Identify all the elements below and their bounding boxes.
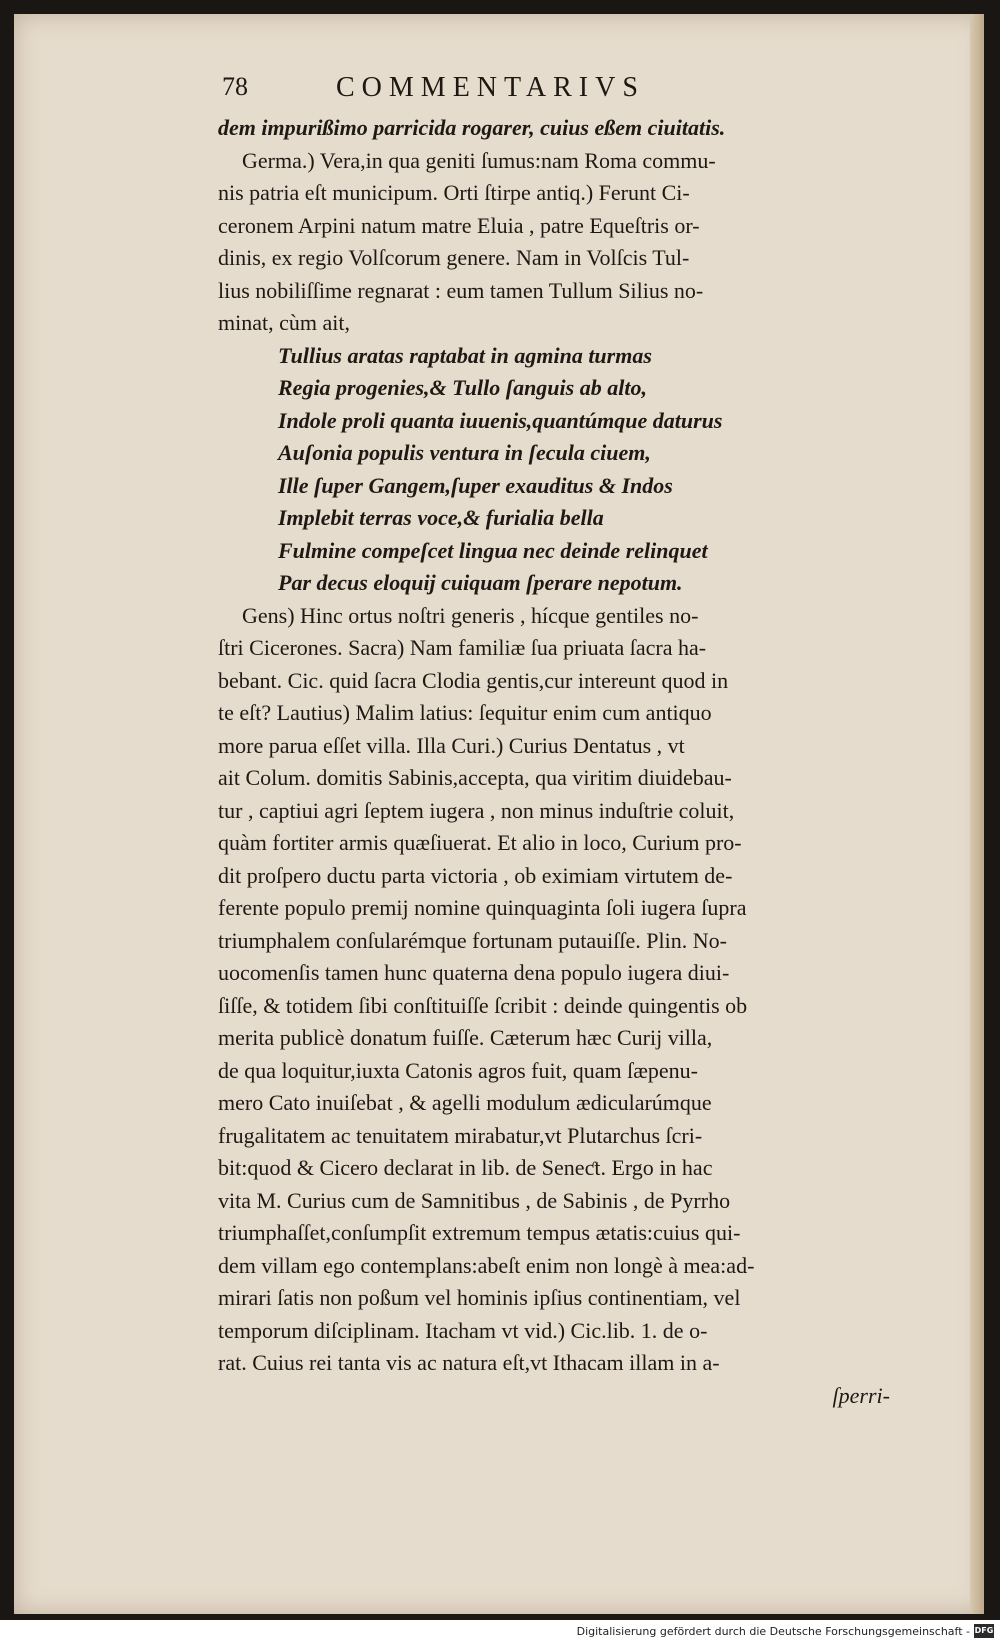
verse-line: Regia progenies,& Tullo ſanguis ab alto, [278, 375, 647, 400]
verse-line: Implebit terras voce,& furialia bella [278, 505, 604, 530]
text-line: more parua eſſet villa. Illa Curi.) Curius Dentatus , vt [218, 732, 685, 758]
text-line: merita publicè donatum fuiſſe. Cæterum hæc Curij villa, [218, 1025, 713, 1050]
text-line: dem impurißimo parricida rogarer, cuius eßem ciuitatis. [218, 115, 726, 140]
verse-line: Auſonia populis ventura in ſecula ciuem, [278, 440, 651, 465]
text-line: nis patria eſt municipum. Orti ſtirpe antiq.) Ferunt Ci- [218, 180, 690, 205]
text-line: triumphalem conſularémque fortunam putauiſſe. Plin. No- [218, 927, 727, 953]
text-line: bebant. Cic. quid ſacra Clodia gentis,cur intereunt quod in [218, 667, 729, 693]
text-line: dem villam ego contemplans:abeſt enim non longè à mea:ad- [218, 1252, 755, 1278]
verse-line: Indole proli quanta iuuenis,quantúmque daturus [278, 407, 723, 433]
text-line: tur , captiui agri ſeptem iugera , non minus induſtrie coluit, [218, 797, 735, 823]
text-line: mirari ſatis non poßum vel hominis ipſius continentiam, vel [218, 1285, 741, 1310]
text-line: de qua loquitur,iuxta Catonis agros fuit, quam ſæpenu- [218, 1057, 698, 1083]
text-line: temporum diſciplinam. Itacham vt vid.) Cic.lib. 1. de o- [218, 1317, 708, 1343]
text-line: ferente populo premij nomine quinquaginta ſoli iugera ſupra [218, 895, 747, 920]
verse-line: Fulmine compeſcet lingua nec deinde relinquet [278, 537, 708, 563]
text-line: minat, cùm ait, [218, 310, 350, 335]
text-line: ait Colum. domitis Sabinis,accepta, qua viritim diuidebau- [218, 765, 732, 790]
running-title: COMMENTARIVS [336, 72, 645, 103]
footer-credit: Digitalisierung gefördert durch die Deutsche Forschungsgemeinschaft - [576, 1625, 970, 1638]
text-line: dit proſpero ductu parta victoria , ob eximiam virtutem de- [218, 862, 733, 888]
text-line: ceronem Arpini natum matre Eluia , patre Equeſtris or- [218, 212, 700, 238]
commentary-text [218, 112, 930, 1412]
text-line: Germa.) Vera,in qua geniti ſumus:nam Roma commu- [242, 147, 716, 173]
text-line: frugalitatem ac tenuitatem mirabatur,vt Plutarchus ſcri- [218, 1122, 703, 1148]
text-line: dinis, ex regio Volſcorum genere. Nam in Volſcis Tul- [218, 245, 690, 270]
verse-line: Ille ſuper Gangem,ſuper exauditus & Indos [278, 472, 673, 498]
text-line: Gens) Hinc ortus noſtri generis , hícque gentiles no- [242, 602, 699, 628]
text-line: ſtri Cicerones. Sacra) Nam familiæ ſua priuata ſacra ha- [218, 635, 707, 660]
text-line: mero Cato inuiſebat , & agelli modulum ædicularúmque [218, 1090, 712, 1115]
text-line: te eſt? Lautius) Malim latius: ſequitur enim cum antiquo [218, 700, 712, 725]
catchword: ſperri- [832, 1382, 890, 1408]
dfg-logo: DFG [974, 1624, 994, 1638]
text-line: triumphaſſet,conſumpſit extremum tempus ætatis:cuius qui- [218, 1220, 741, 1245]
text-line: vita M. Curius cum de Samnitibus , de Sabinis , de Pyrrho [218, 1187, 731, 1213]
page-edge [970, 14, 984, 1614]
page-number: 78 [222, 72, 248, 101]
text-line: rat. Cuius rei tanta vis ac natura eſt,vt Ithacam illam in a- [218, 1350, 720, 1375]
text-line: uocomenſis tamen hunc quaterna dena populo iugera diui- [218, 960, 730, 985]
footer-bar [0, 1620, 1000, 1645]
text-line: lius nobiliſſime regnarat : eum tamen Tullum Silius no- [218, 277, 704, 303]
verse-line: Par decus eloquij cuiquam ſperare nepotum. [278, 570, 683, 595]
page-header [206, 72, 906, 112]
text-line: quàm fortiter armis quæſiuerat. Et alio in loco, Curium pro- [218, 830, 742, 855]
text-line: bit:quod & Cicero declarat in lib. de Seneƈt. Ergo in hac [218, 1155, 713, 1180]
text-line: ſiſſe, & totidem ſibi conſtituiſſe ſcribit : deinde quingentis ob [218, 992, 748, 1018]
verse-line: Tullius aratas raptabat in agmina turmas [278, 342, 652, 368]
